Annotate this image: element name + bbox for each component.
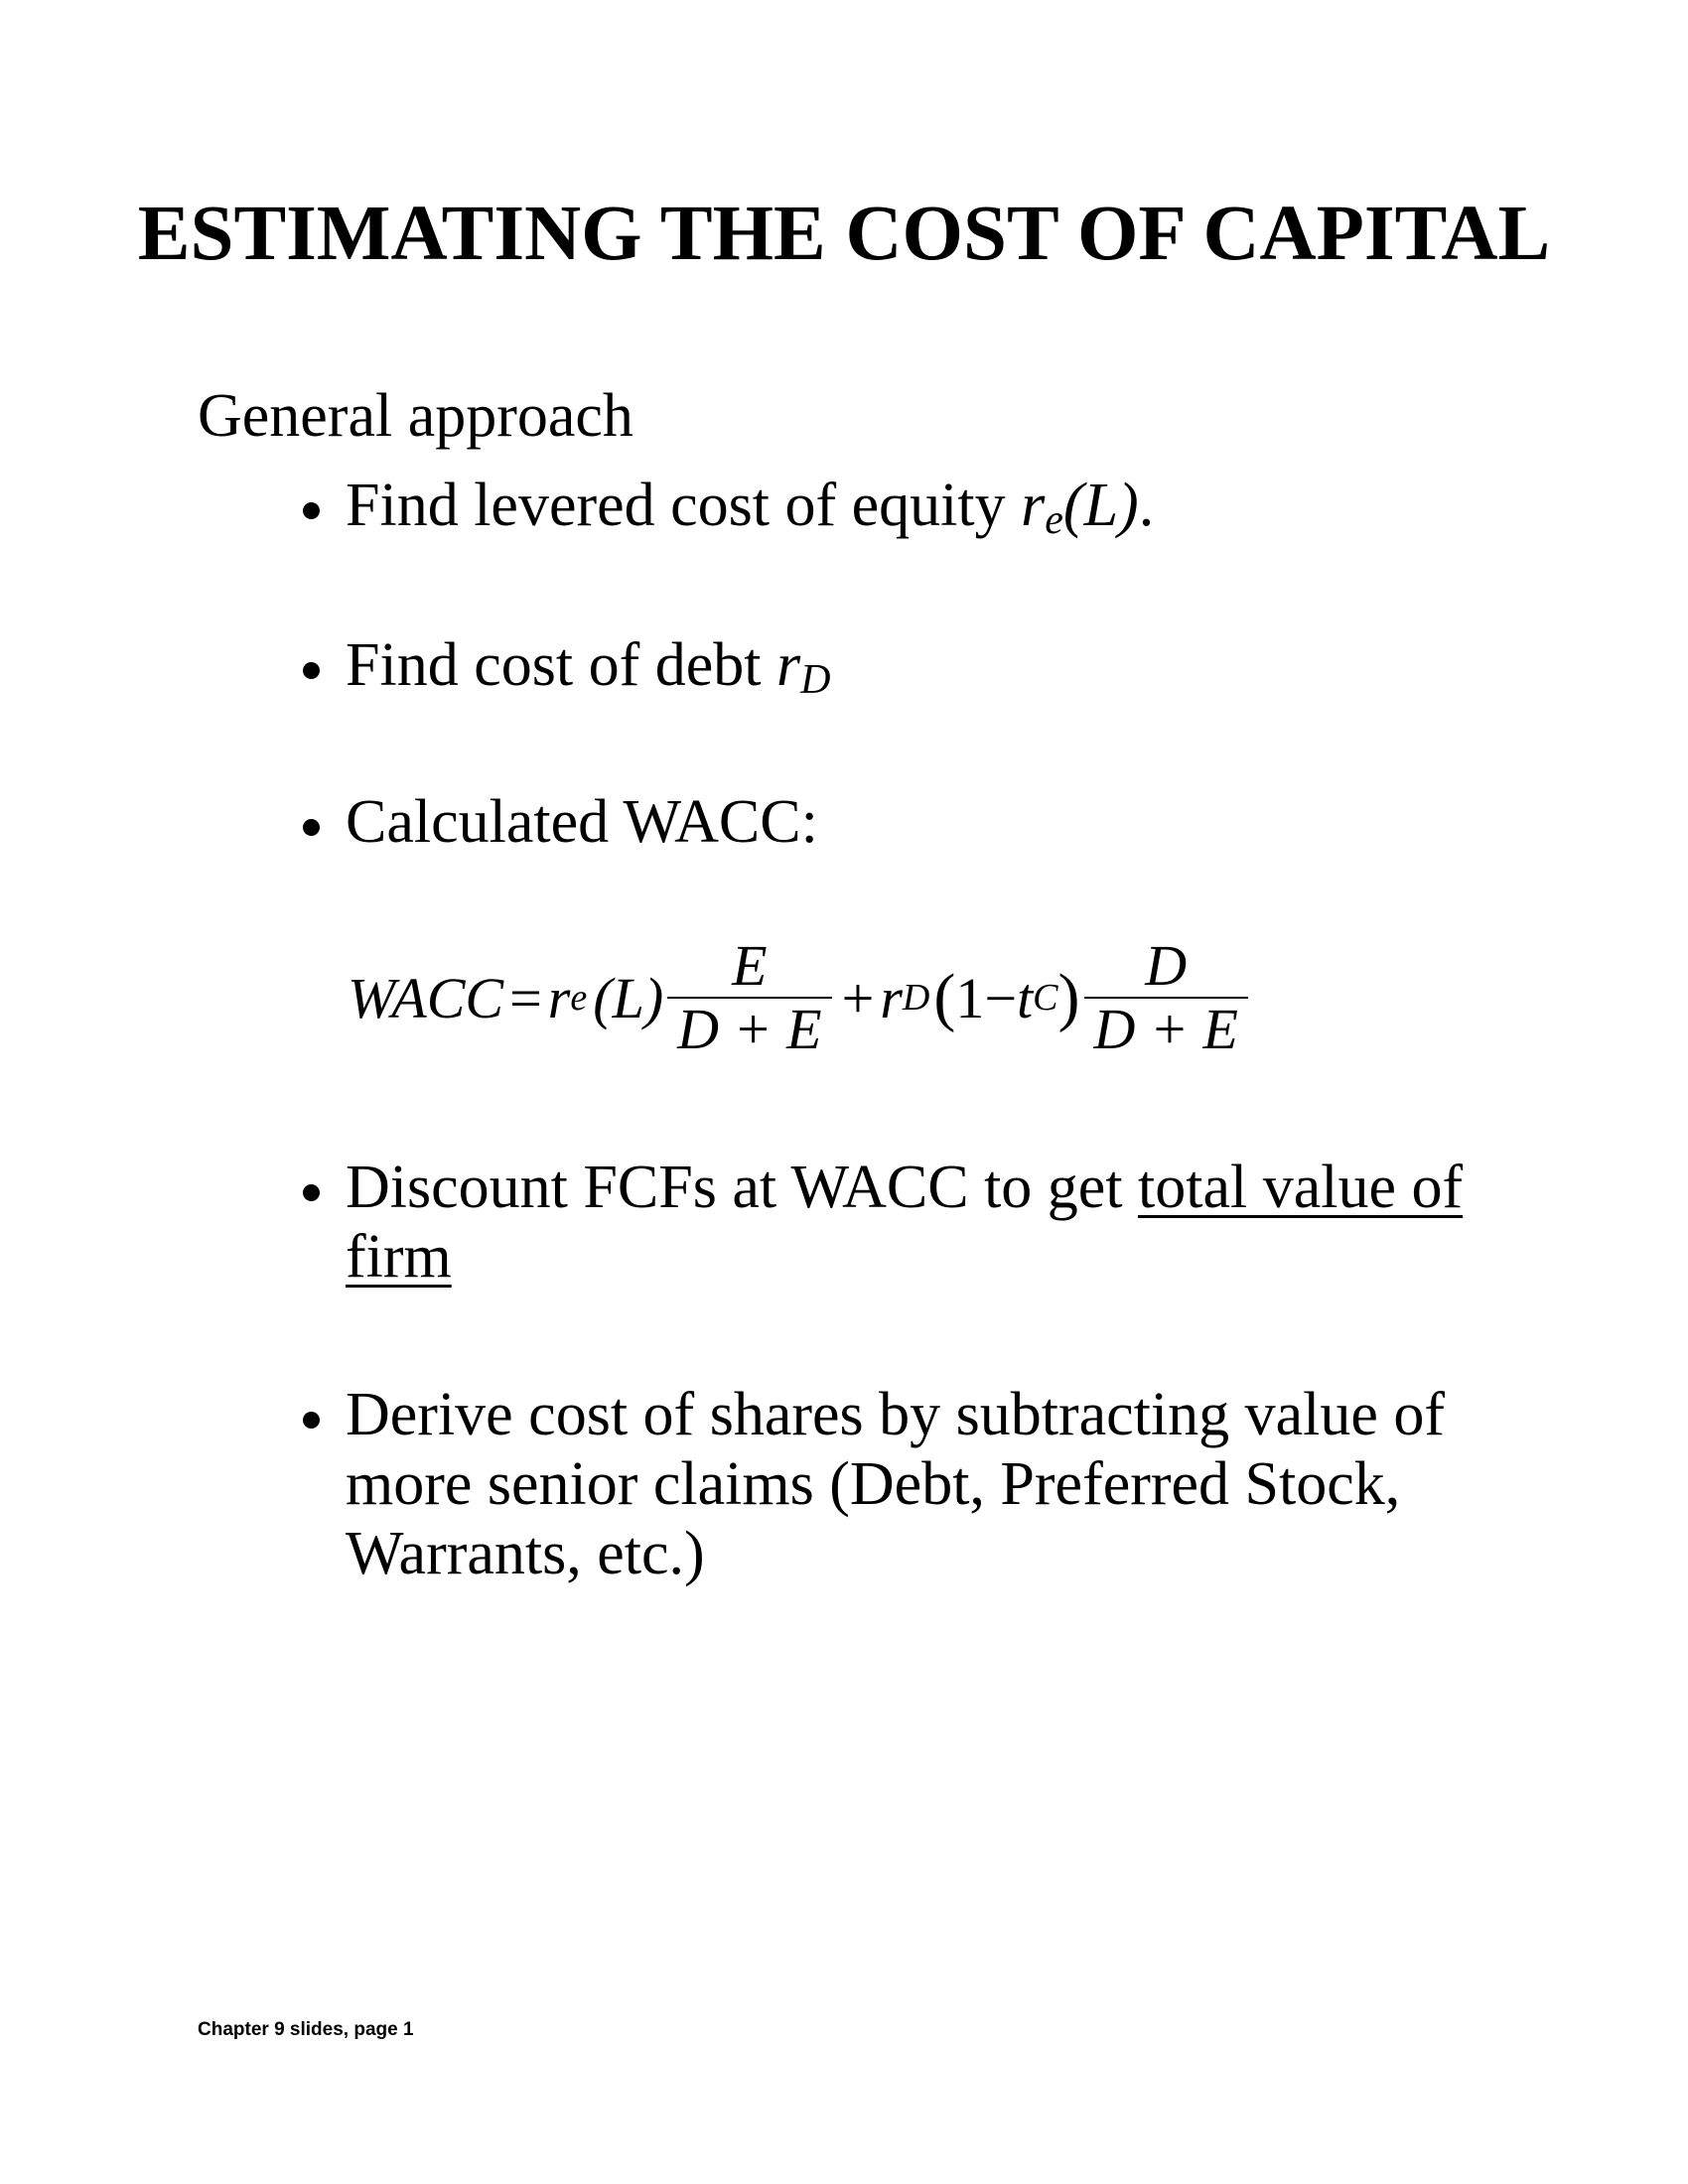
formula-open-paren: ( bbox=[933, 961, 956, 1033]
page-footer: Chapter 9 slides, page 1 bbox=[198, 2019, 414, 2040]
bullet-icon bbox=[303, 819, 320, 836]
wacc-formula bbox=[348, 928, 1252, 1067]
formula-rd-subscript: D bbox=[902, 977, 930, 1019]
formula-t: t bbox=[1017, 965, 1034, 1030]
bullet-text bbox=[346, 471, 1154, 555]
bullet-text bbox=[346, 630, 830, 715]
bullet-label: Find levered cost of equity bbox=[346, 472, 1022, 539]
underlined-phrase: total value of bbox=[1138, 1154, 1464, 1221]
formula-fraction-equity bbox=[667, 935, 831, 1060]
period: . bbox=[1138, 472, 1155, 539]
page-title: ESTIMATING THE COST OF CAPITAL bbox=[137, 191, 1551, 277]
bullet-label: Discount FCFs at WACC to get bbox=[346, 1154, 1139, 1221]
fraction-numerator: D bbox=[1145, 933, 1188, 998]
bullet-label: Find cost of debt bbox=[346, 631, 776, 699]
formula-lhs: WACC bbox=[348, 965, 504, 1030]
bullet-label: Calculated WACC: bbox=[346, 788, 818, 856]
formula-equals: = bbox=[509, 965, 542, 1030]
math-r: r bbox=[1021, 472, 1046, 539]
fraction-numerator: E bbox=[732, 933, 768, 998]
formula-fraction-debt bbox=[1084, 935, 1248, 1060]
formula-minus: − bbox=[984, 965, 1018, 1030]
formula-re-subscript: e bbox=[570, 977, 588, 1019]
formula-one: 1 bbox=[955, 965, 985, 1030]
formula-L: (L) bbox=[593, 965, 664, 1030]
formula-rd: r bbox=[880, 965, 903, 1030]
formula-plus: + bbox=[841, 965, 875, 1030]
section-heading: General approach bbox=[198, 382, 633, 450]
formula-t-subscript: C bbox=[1033, 977, 1058, 1019]
bullet-icon bbox=[303, 1184, 320, 1201]
bullet-icon bbox=[303, 1412, 320, 1429]
bullet-text-line2: more senior claims (Debt, Preferred Stock, bbox=[346, 1450, 1401, 1518]
formula-re: r bbox=[547, 965, 571, 1030]
math-argument: (L) bbox=[1062, 472, 1139, 539]
bullet-text bbox=[346, 1153, 1463, 1222]
math-r: r bbox=[775, 631, 801, 699]
underlined-phrase: firm bbox=[346, 1223, 452, 1291]
fraction-denominator: D + E bbox=[1093, 997, 1238, 1061]
math-subscript: D bbox=[800, 657, 831, 703]
bullet-icon bbox=[303, 662, 320, 679]
fraction-denominator: D + E bbox=[677, 997, 822, 1061]
math-subscript: e bbox=[1045, 497, 1063, 543]
bullet-text-line1: Derive cost of shares by subtracting value of bbox=[346, 1381, 1446, 1448]
formula-close-paren: ) bbox=[1057, 961, 1080, 1033]
bullet-text-line2 bbox=[346, 1222, 452, 1292]
bullet-icon bbox=[303, 502, 320, 519]
bullet-text-line3: Warrants, etc.) bbox=[346, 1520, 705, 1587]
